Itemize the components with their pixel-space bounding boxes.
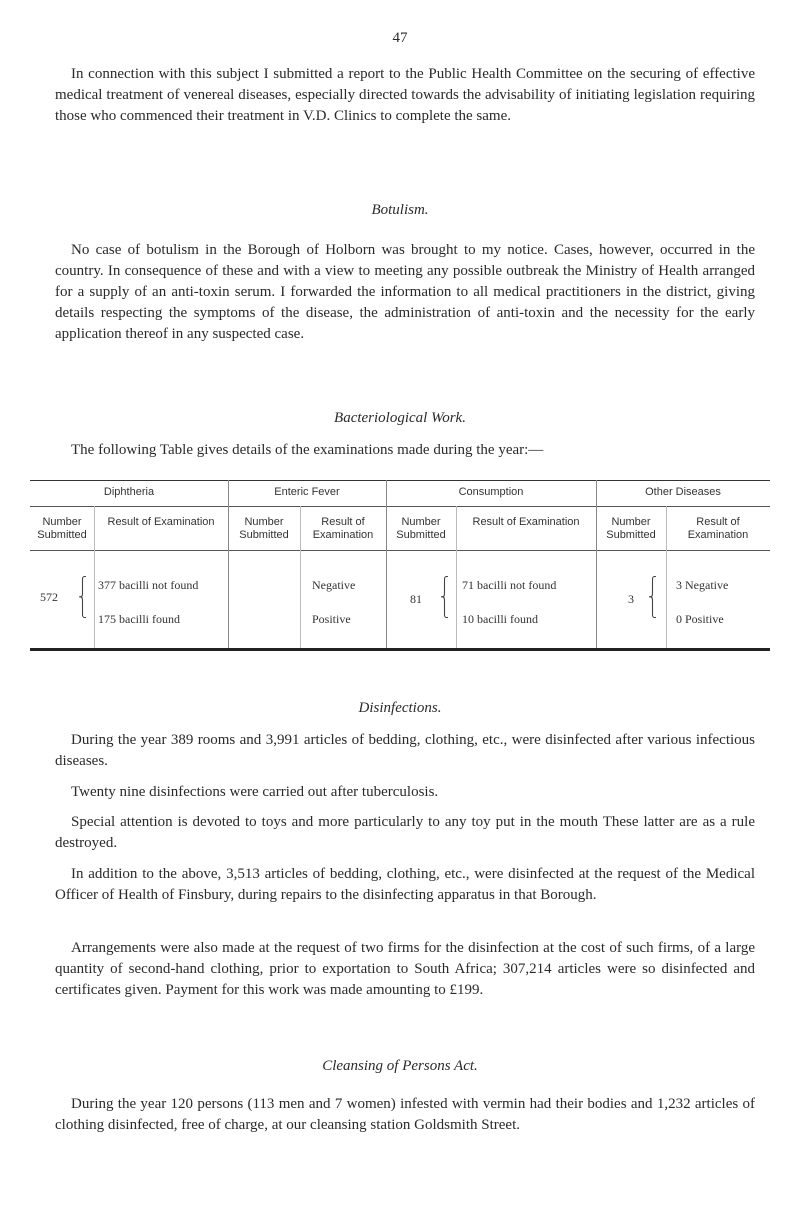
bacteriological-heading: Bacteriological Work. <box>334 410 466 426</box>
bacteriological-paragraph: The following Table gives details of the examinations made during the year:— <box>71 442 544 458</box>
col-header-number: Number Submitted <box>606 516 656 541</box>
group-header-diphtheria: Diphtheria <box>103 486 155 498</box>
table-divider <box>386 480 387 648</box>
table-divider <box>228 480 229 648</box>
group-header-other-diseases: Other Diseases <box>645 486 721 498</box>
disinfections-heading: Disinfections. <box>358 700 442 716</box>
disinfections-paragraph: During the year 389 rooms and 3,991 articles of bedding, clothing, etc., were disinfected after various infectious diseases. <box>55 732 755 769</box>
bacteriological-table <box>30 480 770 660</box>
diphtheria-result-positive: 175 bacilli found <box>98 612 180 626</box>
col-header-result: Result of Examination <box>312 516 374 541</box>
disinfections-paragraph: In addition to the above, 3,513 articles of bedding, clothing, etc., were disinfected at the request of the Medical Officer of Health of Finsbury, during repairs to the disinfecting apparatus in that Borough. <box>55 866 755 903</box>
diphtheria-result-negative: 377 bacilli not found <box>98 578 199 592</box>
botulism-paragraph: No case of botulism in the Borough of Holborn was brought to my notice. Cases, however, occurred in the country. In consequence of these and with a view to meeting any possible outbreak the Ministry of Health arranged for a supply of an anti-toxin serum. I forwarded the information to all medical practitioners in the district, giving details respecting the symptoms of the disease, the administration of anti-toxin and the necessity for the early application thereof in any suspected case. <box>55 242 755 342</box>
table-divider <box>596 480 597 648</box>
group-header-enteric-fever: Enteric Fever <box>274 486 340 498</box>
consumption-number: 81 <box>410 592 422 606</box>
brace-icon: ⎧ ⎨ ⎩ <box>78 576 87 618</box>
consumption-result-positive: 10 bacilli found <box>462 612 538 626</box>
brace-icon: ⎧ ⎨ ⎩ <box>440 576 449 618</box>
cleansing-paragraph: During the year 120 persons (113 men and 7 women) infested with vermin had their bodies and 1,232 articles of clothing disinfected, free of charge, at our cleansing station Goldsmith Street. <box>55 1096 755 1133</box>
col-header-number: Number Submitted <box>239 516 289 541</box>
enteric-result-positive: Positive <box>312 612 351 626</box>
other-result-positive: 0 Positive <box>676 612 724 626</box>
table-rule-header <box>30 550 770 551</box>
botulism-heading: Botulism. <box>371 202 429 218</box>
disinfections-paragraph: Special attention is devoted to toys and more particularly to any toy put in the mouth These latter are as a rule destroyed. <box>55 814 755 851</box>
cleansing-heading: Cleansing of Persons Act. <box>322 1058 478 1074</box>
disinfections-paragraph: Arrangements were also made at the request of two firms for the disinfection at the cost of such firms, of a large quantity of second-hand clothing, prior to exportation to South Africa; 307,214 articles were so disinfected and certificates given. Payment for this work was made amounting to £199. <box>55 940 755 998</box>
col-header-result: Result of Examination <box>472 516 580 528</box>
group-header-consumption: Consumption <box>458 486 524 498</box>
diphtheria-number: 572 <box>40 590 58 604</box>
other-number: 3 <box>628 592 634 606</box>
col-header-result: Result of Examination <box>107 516 215 528</box>
table-rule-top <box>30 480 770 481</box>
page-number: 47 <box>392 30 408 46</box>
table-rule-groups <box>30 506 770 507</box>
col-header-number: Number Submitted <box>396 516 446 541</box>
enteric-result-negative: Negative <box>312 578 356 592</box>
disinfections-paragraph: Twenty nine disinfections were carried out after tuberculosis. <box>71 784 439 800</box>
col-header-number: Number Submitted <box>37 516 87 541</box>
intro-paragraph: In connection with this subject I submitted a report to the Public Health Committee on the securing of effective medical treatment of venereal diseases, especially directed towards the advisability of initiating legislation requiring those who commenced their treatment in V.D. Clinics to complete the same. <box>55 66 755 124</box>
table-rule-bottom <box>30 648 770 651</box>
consumption-result-negative: 71 bacilli not found <box>462 578 557 592</box>
brace-icon: ⎧ ⎨ ⎩ <box>648 576 657 618</box>
col-header-result: Result of Examination <box>687 516 749 541</box>
other-result-negative: 3 Negative <box>676 578 729 592</box>
